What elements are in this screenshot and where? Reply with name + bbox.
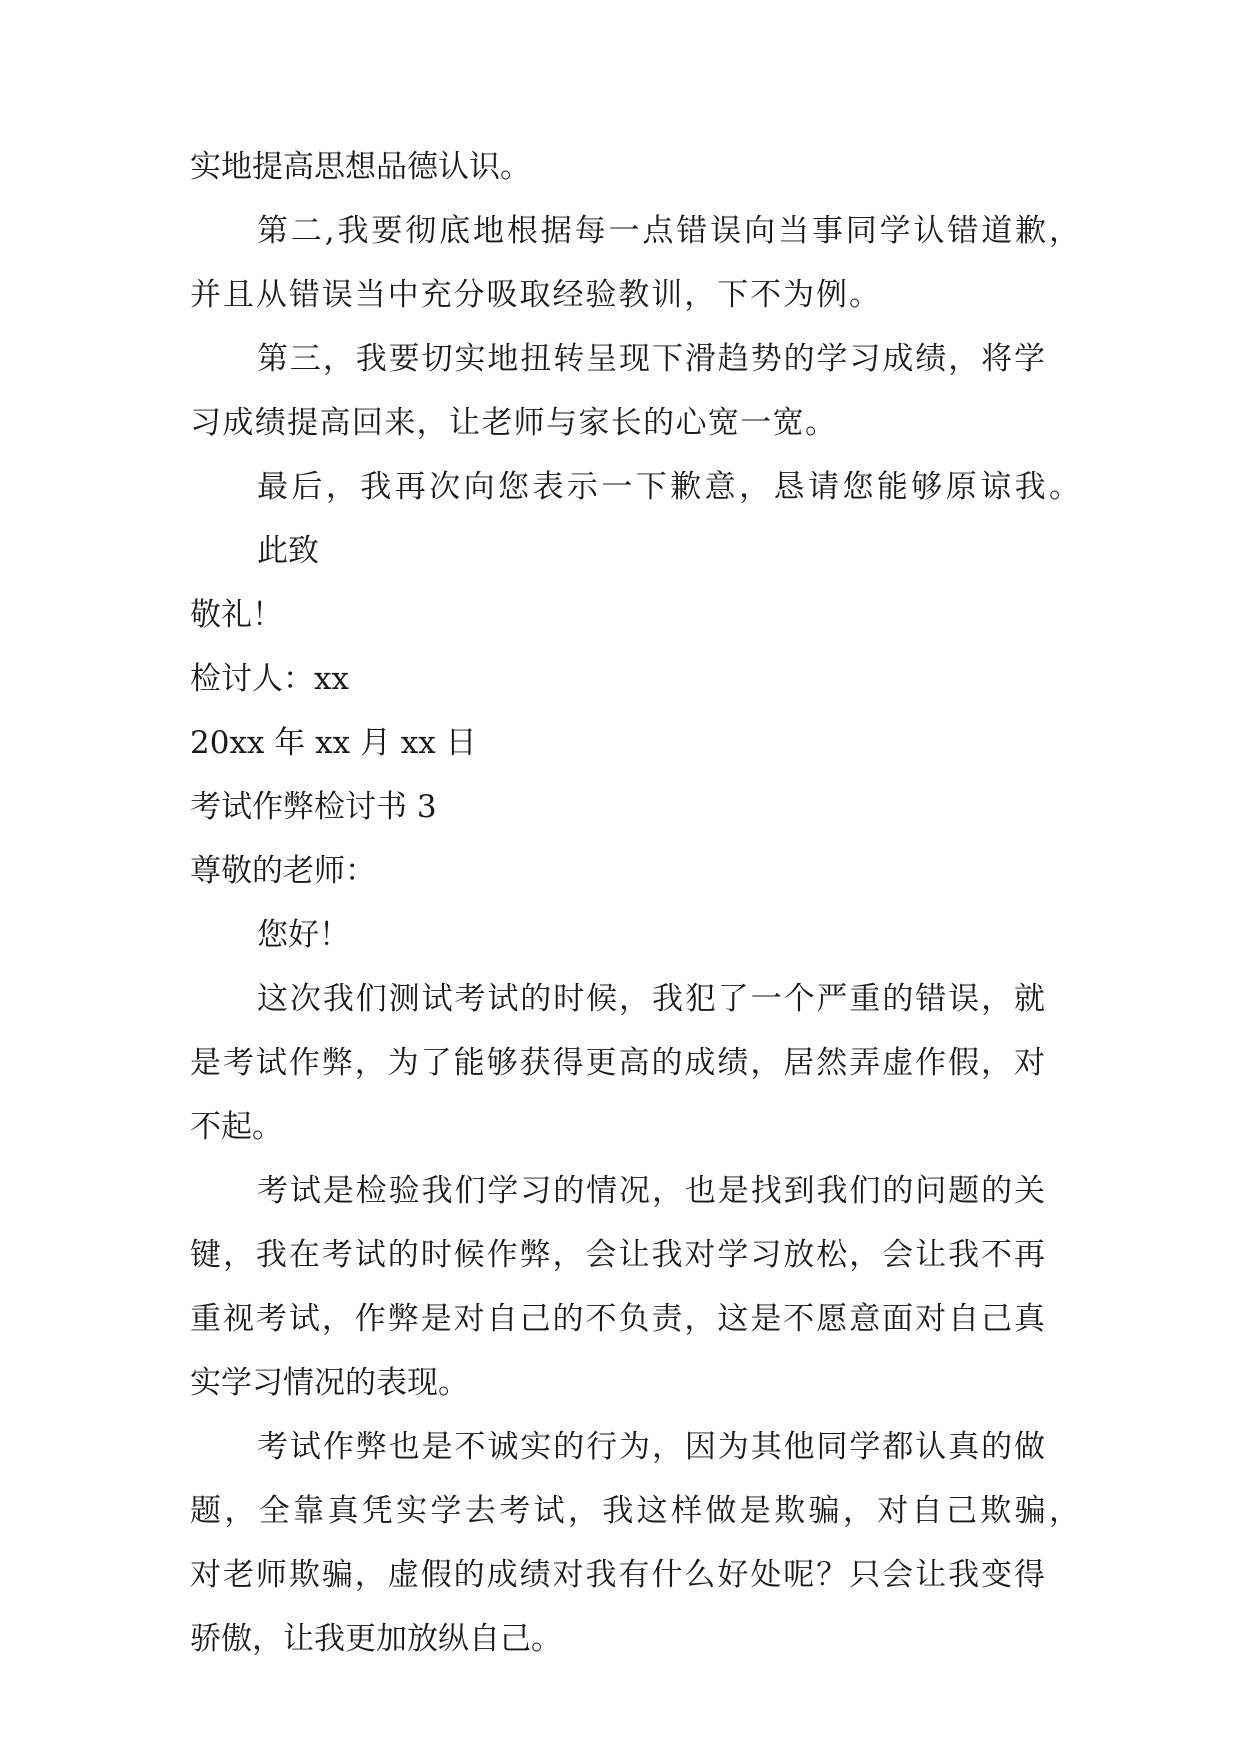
paragraph-line: 最后，我再次向您表示一下歉意，恳请您能够原谅我。 [257,469,1080,505]
paragraph-line: 习成绩提高回来，让老师与家长的心宽一宽。 [190,405,836,441]
paragraph-line: 考试作弊也是不诚实的行为，因为其他同学都认真的做 [257,1429,1045,1465]
closing-salutation: 敬礼！ [190,597,283,633]
paragraph-line: 实地提高思想品德认识。 [190,149,531,185]
paragraph-line: 键，我在考试的时候作弊，会让我对学习放松，会让我不再 [190,1237,1045,1273]
paragraph-line: 第二,我要彻底地根据每一点错误向当事同学认错道歉， [257,213,1080,249]
paragraph-line: 不起。 [190,1109,283,1145]
paragraph-line: 是考试作弊，为了能够获得更高的成绩，居然弄虚作假，对 [190,1045,1045,1081]
letter-greeting: 尊敬的老师： [190,853,376,889]
paragraph-line: 题，全靠真凭实学去考试，我这样做是欺骗，对自己欺骗， [190,1493,1080,1529]
letter-greeting: 您好！ [257,917,350,953]
closing-salutation: 此致 [257,533,319,569]
paragraph-line: 第三，我要切实地扭转呈现下滑趋势的学习成绩，将学 [257,341,1045,377]
date-line: 20xx 年 xx 月 xx 日 [190,725,477,761]
paragraph-line: 考试是检验我们学习的情况，也是找到我们的问题的关 [257,1173,1045,1209]
paragraph-line: 对老师欺骗，虚假的成绩对我有什么好处呢？只会让我变得 [190,1557,1045,1593]
paragraph-line: 这次我们测试考试的时候，我犯了一个严重的错误，就 [257,981,1045,1017]
section-title: 考试作弊检讨书 3 [190,789,437,825]
signature-line: 检讨人：xx [190,661,349,697]
paragraph-line: 骄傲，让我更加放纵自己。 [190,1621,562,1657]
paragraph-line: 重视考试，作弊是对自己的不负责，这是不愿意面对自己真 [190,1301,1045,1337]
paragraph-line: 并且从错误当中充分吸取经验教训，下不为例。 [190,277,880,313]
paragraph-line: 实学习情况的表现。 [190,1365,469,1401]
